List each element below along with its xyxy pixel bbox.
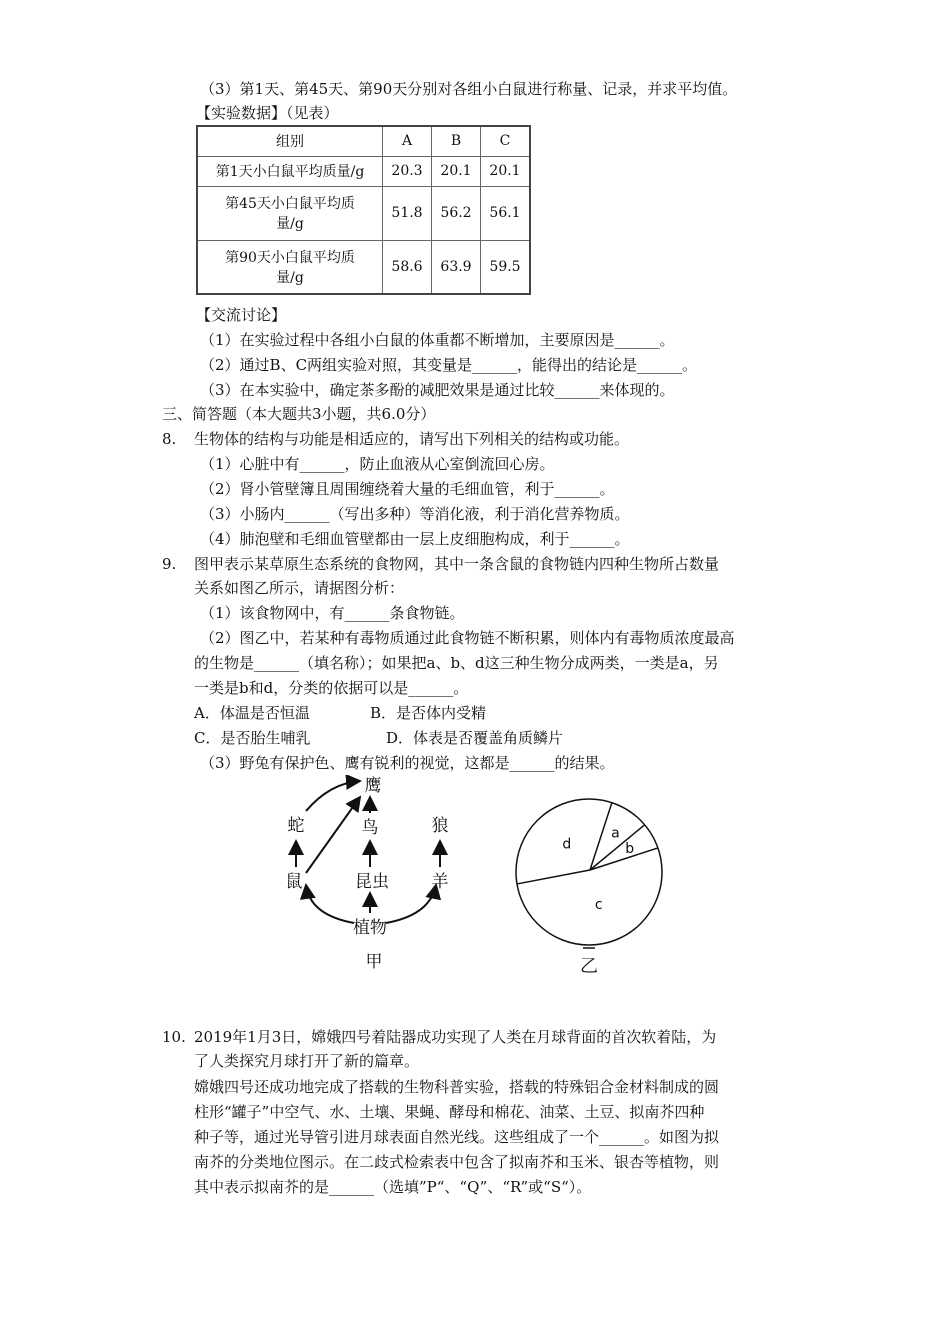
table-row-label: 第1天小白鼠平均质量/g xyxy=(197,156,383,186)
q8-number: 8. xyxy=(162,430,177,448)
node-eagle: 鹰 xyxy=(364,776,382,796)
node-mouse: 鼠 xyxy=(285,872,303,892)
table-row xyxy=(197,186,530,240)
pie-caption: 乙 xyxy=(580,956,598,977)
q9-stem-2: 关系如图乙所示，请据图分析： xyxy=(194,579,405,597)
table-cell: 59.5 xyxy=(481,240,531,294)
table-header-row xyxy=(197,126,530,156)
section-3-title: 三、简答题（本大题共3小题，共6.0分） xyxy=(162,405,436,423)
food-web-diagram xyxy=(270,775,490,975)
table-header-cell: C xyxy=(481,126,531,156)
q8-sub2: （2）肾小管壁簿且周围缠绕着大量的毛细血管，利于______。 xyxy=(200,480,615,498)
table-row xyxy=(197,240,530,294)
food-web-caption: 甲 xyxy=(365,952,383,972)
q9-option-c: C．是否胎生哺乳 xyxy=(194,729,311,747)
table-cell: 51.8 xyxy=(383,186,432,240)
population-pie-chart xyxy=(504,790,674,990)
q10-para-2: 柱形“罐子”中空气、水、土壤、果蝇、酵母和棉花、油菜、土豆、拟南芥四种 xyxy=(194,1103,705,1121)
pie-label-b: b xyxy=(625,841,635,858)
table-cell: 63.9 xyxy=(432,240,481,294)
table-cell: 56.2 xyxy=(432,186,481,240)
node-insect: 昆虫 xyxy=(355,872,389,892)
q10-number: 10. xyxy=(162,1028,186,1046)
table-cell: 58.6 xyxy=(383,240,432,294)
pie-outline xyxy=(516,799,662,945)
q9-stem-1: 图甲表示某草原生态系统的食物网，其中一条含鼠的食物链内四种生物所占数量 xyxy=(194,555,720,573)
q9-sub2-b: 的生物是______（填名称）；如果把a、b、d这三种生物分成两类，一类是a，另 xyxy=(194,654,719,672)
q10-para-1: 嫦娥四号还成功地完成了搭载的生物科普实验，搭载的特殊铝合金材料制成的圆 xyxy=(194,1078,720,1096)
step-3-text: （3）第1天、第45天、第90天分别对各组小白鼠进行称量、记录，并求平均值。 xyxy=(200,80,738,98)
table-cell: 56.1 xyxy=(481,186,531,240)
data-header: 【实验数据】（见表） xyxy=(196,104,339,122)
q9-option-a: A．体温是否恒温 xyxy=(194,704,310,722)
discussion-q1: （1）在实验过程中各组小白鼠的体重都不断增加，主要原因是______。 xyxy=(200,331,675,349)
node-bird: 鸟 xyxy=(361,818,379,838)
q10-line-1: 2019年1月3日，嫦娥四号着陆器成功实现了人类在月球背面的首次软着陆，为 xyxy=(194,1028,717,1046)
table-header-cell: B xyxy=(432,126,481,156)
q9-option-b: B．是否体内受精 xyxy=(370,704,487,722)
q9-sub1: （1）该食物网中，有______条食物链。 xyxy=(200,604,465,622)
discussion-q3: （3）在本实验中，确定茶多酚的减肥效果是通过比较______来体现的。 xyxy=(200,381,675,399)
q8-sub4: （4）肺泡壁和毛细血管壁都由一层上皮细胞构成，利于______。 xyxy=(200,530,630,548)
pie-label-a: a xyxy=(611,825,620,842)
q10-line-2: 了人类探究月球打开了新的篇章。 xyxy=(194,1052,420,1070)
table-cell: 20.3 xyxy=(383,156,432,186)
table-row-label: 第45天小白鼠平均质 量/g xyxy=(197,186,383,240)
q9-sub2-a: （2）图乙中，若某种有毒物质通过此食物链不断积累，则体内有毒物质浓度最高 xyxy=(200,629,735,647)
table-cell: 20.1 xyxy=(481,156,531,186)
q8-stem: 生物体的结构与功能是相适应的，请写出下列相关的结构或功能。 xyxy=(194,430,630,448)
pie-label-d: d xyxy=(562,836,572,853)
table-header-cell: 组别 xyxy=(197,126,383,156)
table-cell: 20.1 xyxy=(432,156,481,186)
node-plant: 植物 xyxy=(353,918,387,938)
discussion-title: 【交流讨论】 xyxy=(196,306,287,324)
q10-para-4: 南芥的分类地位图示。在二歧式检索表中包含了拟南芥和玉米、银杏等植物，则 xyxy=(194,1153,720,1171)
q9-option-d: D．体表是否覆盖角质鳞片 xyxy=(386,729,564,747)
q9-number: 9. xyxy=(162,555,177,573)
node-snake: 蛇 xyxy=(287,816,305,836)
q10-para-3: 种子等，通过光导管引进月球表面自然光线。这些组成了一个______。如图为拟 xyxy=(194,1128,720,1146)
q8-sub1: （1）心脏中有______，防止血液从心室倒流回心房。 xyxy=(200,455,555,473)
q8-sub3: （3）小肠内______（写出多种）等消化液，利于消化营养物质。 xyxy=(200,505,630,523)
experiment-data-table xyxy=(196,125,531,295)
food-web-arrows xyxy=(296,781,440,923)
discussion-q2: （2）通过B、C两组实验对照，其变量是______，能得出的结论是______。 xyxy=(200,356,698,374)
node-wolf: 狼 xyxy=(431,816,449,836)
q9-sub3: （3）野兔有保护色、鹰有锐利的视觉，这都是______的结果。 xyxy=(200,754,615,772)
q10-para-5: 其中表示拟南芥的是______（选填”P“、“Q”、“R”或“S“）。 xyxy=(194,1178,592,1196)
pie-label-c: c xyxy=(594,896,603,913)
node-sheep: 羊 xyxy=(431,872,449,892)
table-header-cell: A xyxy=(383,126,432,156)
table-row xyxy=(197,156,530,186)
table-row-label: 第90天小白鼠平均质 量/g xyxy=(197,240,383,294)
q9-sub2-c: 一类是b和d，分类的依据可以是______。 xyxy=(194,679,469,697)
